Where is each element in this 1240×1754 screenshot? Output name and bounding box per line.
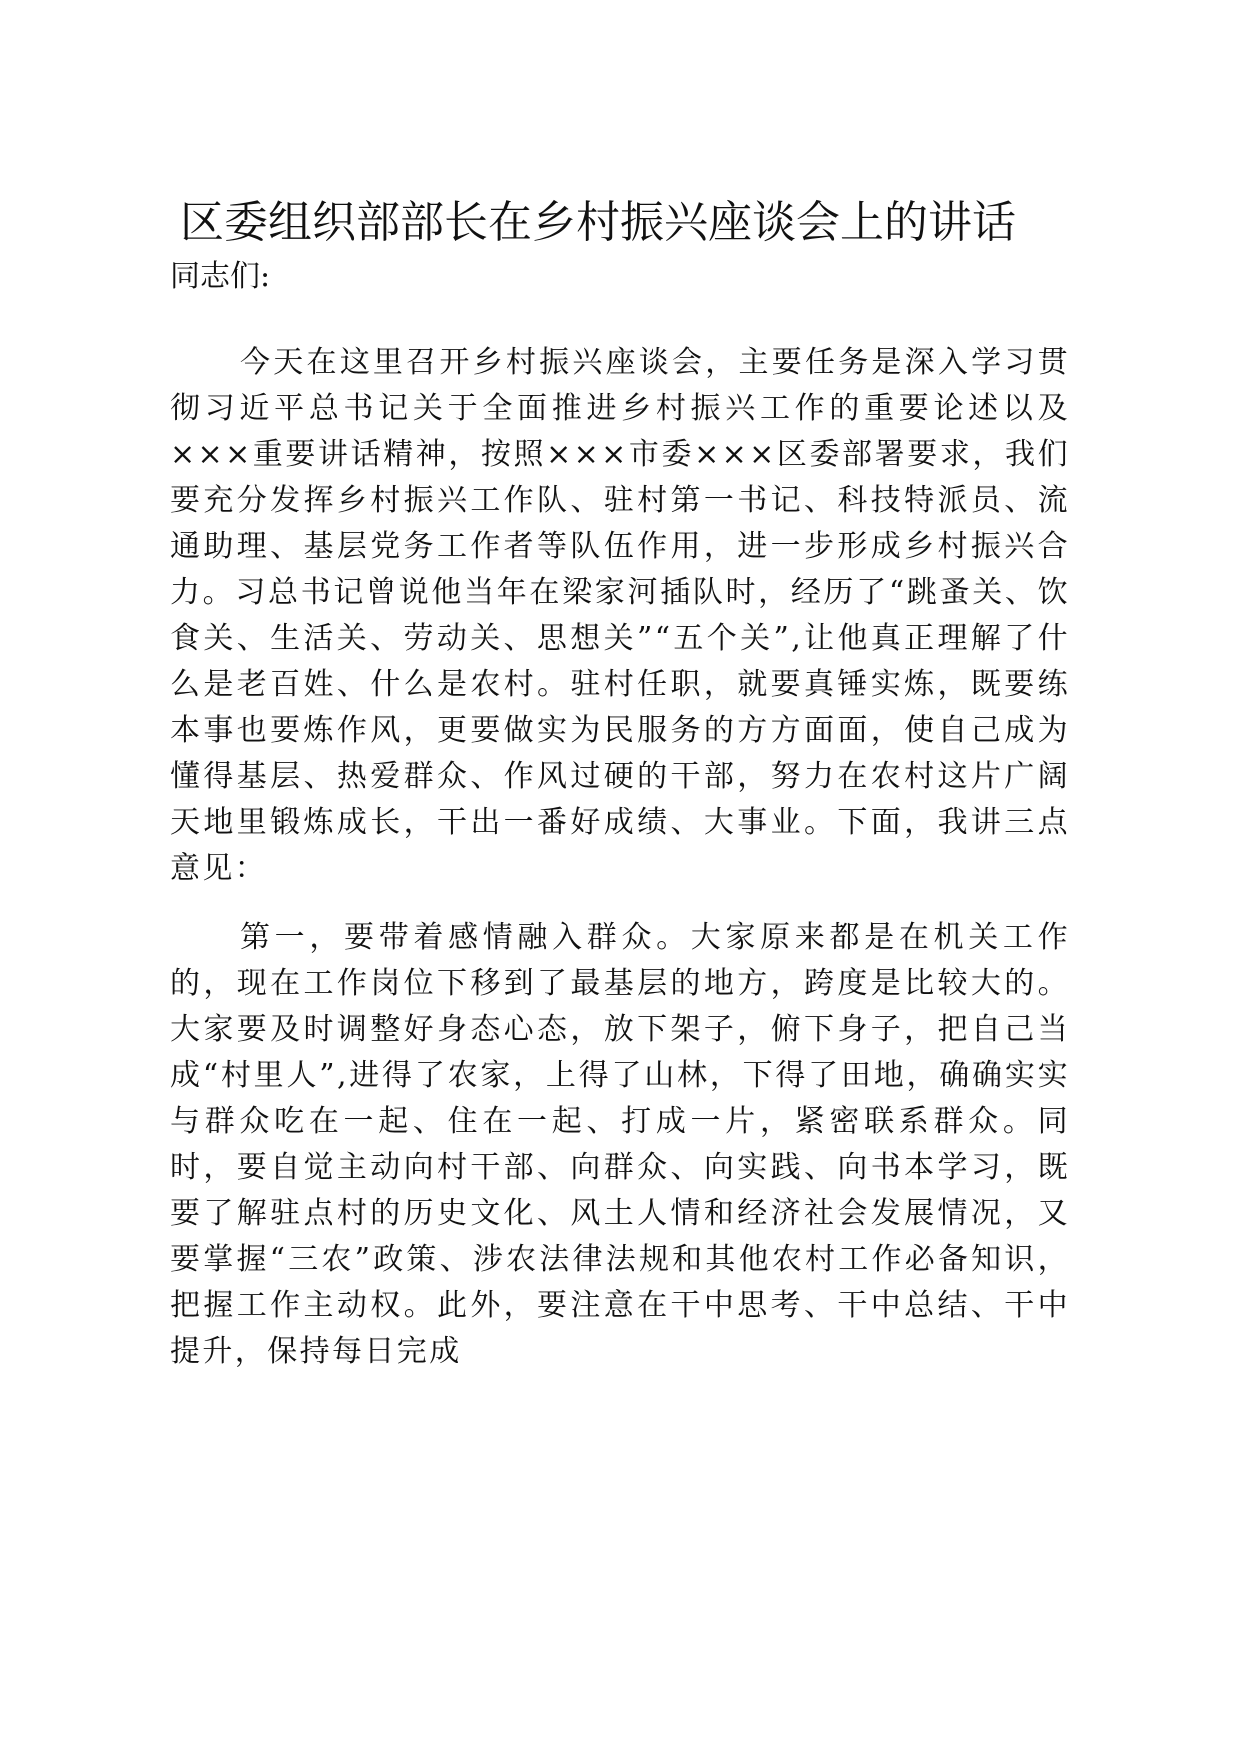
paragraph-intro: 今天在这里召开乡村振兴座谈会，主要任务是深入学习贯彻习近平总书记关于全面推进乡村振兴工作的重要论述以及×××重要讲话精神，按照×××市委×××区委部署要求，我们要充分发挥乡村振兴工作队、驻村第一书记、科技特派员、流通助理、基层党务工作者等队伍作用，进一步形成乡村振兴合力。习总书记曾说他当年在梁家河插队时，经历了“跳蚤关、饮食关、生活关、劳动关、思想关”“五个关”,让他真正理解了什么是老百姓、什么是农村。驻村任职，就要真锤实炼，既要练本事也要炼作风，更要做实为民服务的方方面面，使自己成为懂得基层、热爱群众、作风过硬的干部，努力在农村这片广阔天地里锻炼成长，干出一番好成绩、大事业。下面，我讲三点意见： bbox=[170, 345, 1070, 886]
salutation: 同志们: bbox=[170, 259, 271, 294]
paragraph-point-one: 第一，要带着感情融入群众。大家原来都是在机关工作的，现在工作岗位下移到了最基层的地方，跨度是比较大的。大家要及时调整好身态心态，放下架子，俯下身子，把自己当成“村里人”,进得了农家，上得了山林，下得了田地，确确实实与群众吃在一起、住在一起、打成一片，紧密联系群众。同时，要自觉主动向村干部、向群众、向实践、向书本学习，既要了解驻点村的历史文化、风土人情和经济社会发展情况，又要掌握“三农”政策、涉农法律法规和其他农村工作必备知识，把握工作主动权。此外，要注意在干中思考、干中总结、干中提升，保持每日完成 bbox=[170, 920, 1070, 1369]
document-title: 区委组织部部长在乡村振兴座谈会上的讲话 bbox=[180, 197, 1016, 248]
